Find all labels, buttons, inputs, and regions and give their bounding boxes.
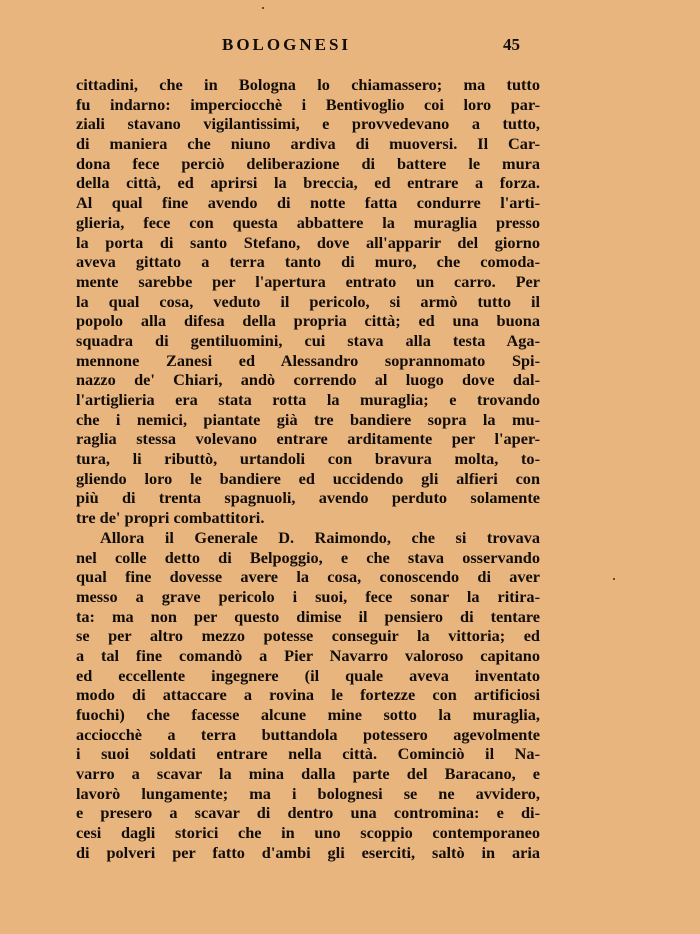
text-line: nel colle detto di Belpoggio, e che stava osservando (76, 547, 540, 567)
text-line: la porta di santo Stefano, dove all'apparir del giorno (76, 232, 540, 252)
paper-speck (613, 578, 615, 580)
text-line: della città, ed aprirsi la breccia, ed entrare a forza. (76, 173, 540, 193)
text-line: mennone Zanesi ed Alessandro soprannomato Spi- (76, 350, 540, 370)
text-line: dona fece perciò deliberazione di battere le mura (76, 153, 540, 173)
text-line: fu indarno: imperciocchè i Bentivoglio coi loro par- (76, 94, 540, 114)
text-line: fuochi) che facesse alcune mine sotto la muraglia, (76, 705, 540, 724)
text-line: cesi dagli storici che in uno scoppio contemporaneo (76, 823, 540, 843)
text-line: tura, li ributtò, urtandoli con bravura molta, to- (76, 449, 540, 469)
text-line: popolo alla difesa della propria città; ed una buona (76, 311, 540, 331)
text-line: i suoi soldati entrare nella città. Cominciò il Na- (76, 744, 540, 764)
text-line: raglia stessa volevano entrare arditamente per l'aper- (76, 429, 540, 449)
text-line: ziali stavano vigilantissimi, e provvedevano a tutto, (76, 114, 540, 134)
paper-speck (262, 7, 264, 9)
text-line: gliendo loro le bandiere ed uccidendo gli alfieri con (76, 468, 540, 488)
text-line: modo di attaccare a rovina le fortezze con artificiosi (76, 685, 540, 705)
text-line: varro a scavar la mina dalla parte del Baracano, e (76, 764, 540, 784)
text-line: Al qual fine avendo di notte fatta condurre l'arti- (76, 193, 540, 213)
text-line: cittadini, che in Bologna lo chiamassero; ma tutto (76, 75, 540, 94)
text-line: a tal fine comandò a Pier Navarro valoroso capitano (76, 645, 540, 665)
text-line: messo a grave pericolo i suoi, fece sonar la ritira- (76, 586, 540, 606)
text-line: acciocchè a terra buttandola potessero agevolmente (76, 724, 540, 744)
paragraph-last-line: tre de' propri combattitori. (76, 508, 265, 528)
text-line: qual fine dovesse avere la cosa, conoscendo di aver (76, 567, 540, 587)
text-line: l'artiglieria era stata rotta la muraglia; e trovando (76, 390, 540, 409)
text-line: se per altro mezzo potesse conseguir la vittoria; ed (76, 626, 540, 646)
text-line: ta: ma non per questo dimise il pensiero di tentare (76, 606, 540, 626)
page-header (76, 35, 520, 59)
text-line: e presero a scavar di dentro una contromina: e di- (76, 803, 540, 823)
text-line: lavorò lungamente; ma i bolognesi se ne avvidero, (76, 783, 540, 803)
page-number: 45 (503, 35, 520, 54)
text-line: la qual cosa, veduto il pericolo, si armò tutto il (76, 291, 540, 311)
text-line: nazzo de' Chiari, andò correndo al luogo dove dal- (76, 370, 540, 390)
text-line: aveva gittato a terra tanto di muro, che comoda- (76, 252, 540, 272)
body-text (76, 75, 540, 863)
running-title: BOLOGNESI (222, 35, 352, 54)
text-line: di polveri per fatto d'ambi gli eserciti, saltò in aria (76, 842, 540, 862)
text-line: che i nemici, piantate già tre bandiere sopra la mu- (76, 409, 540, 429)
text-line: squadra di gentiluomini, cui stava alla testa Aga- (76, 330, 540, 350)
text-line: di maniera che niuno ardiva di muoversi. Il Car- (76, 134, 540, 154)
paragraph-first-line: Allora il Generale D. Raimondo, che si trovava (100, 527, 540, 547)
text-line: glieria, fece con questa abbattere la muraglia presso (76, 212, 540, 232)
text-line: più di trenta spagnuoli, avendo perduto solamente (76, 488, 540, 508)
text-line: mente sarebbe per l'apertura entrato un carro. Per (76, 271, 540, 291)
text-line: ed eccellente ingegnere (il quale aveva inventato (76, 665, 540, 685)
